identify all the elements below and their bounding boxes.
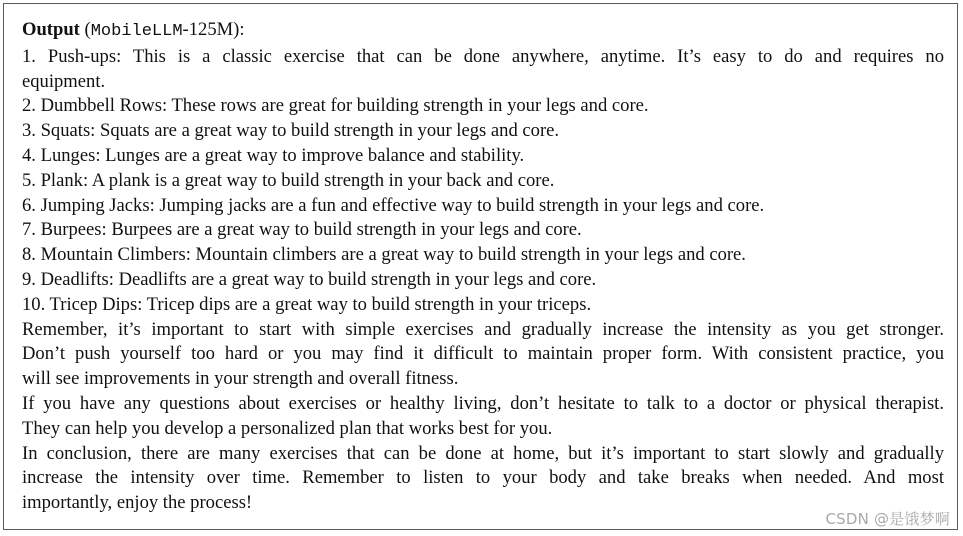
list-item-7: 7. Burpees: Burpees are a great way to build strength in your legs and core. xyxy=(22,219,582,241)
paragraph-questions-line-1: If you have any questions about exercises or healthy living, don’t hesitate to talk to a doctor or physical therapist. xyxy=(22,392,944,414)
paragraph-conclusion-line-2: increase the intensity over time. Remember to listen to your body and take breaks when needed. And most xyxy=(22,467,944,489)
list-item-5: 5. Plank: A plank is a great way to build strength in your back and core. xyxy=(22,169,555,191)
list-item-9: 9. Deadlifts: Deadlifts are a great way to build strength in your legs and core. xyxy=(22,268,597,290)
header-open-paren: ( xyxy=(79,19,91,40)
paragraph-conclusion-line-1: In conclusion, there are many exercises that can be done at home, but it’s important to start slowly and gradually xyxy=(22,442,944,464)
output-header xyxy=(22,18,944,45)
list-item-1: 1. Push-ups: This is a classic exercise that can be done anywhere, anytime. It’s easy to do and requires no xyxy=(22,45,944,67)
list-item-8: 8. Mountain Climbers: Mountain climbers are a great way to build strength in your legs and core. xyxy=(22,244,746,266)
model-name: MobileLLM xyxy=(90,22,183,41)
list-item-1-continuation: equipment. xyxy=(22,70,106,92)
paragraph-remember-line-1: Remember, it’s important to start with simple exercises and gradually increase the intensity as you get stronger. xyxy=(22,318,944,340)
list-item-6: 6. Jumping Jacks: Jumping jacks are a fun and effective way to build strength in your legs and core. xyxy=(22,194,765,216)
list-item-2: 2. Dumbbell Rows: These rows are great for building strength in your legs and core. xyxy=(22,95,649,117)
list-item-4: 4. Lunges: Lunges are a great way to improve balance and stability. xyxy=(22,144,525,166)
paragraph-questions-line-2: They can help you develop a personalized plan that works best for you. xyxy=(22,417,553,439)
paragraph-conclusion-line-3: importantly, enjoy the process! xyxy=(22,492,253,514)
model-size: -125M): xyxy=(182,19,245,40)
paragraph-remember-line-2: Don’t push yourself too hard or you may find it difficult to maintain proper form. With consistent practice, you xyxy=(22,343,944,365)
list-item-10: 10. Tricep Dips: Tricep dips are a great way to build strength in your triceps. xyxy=(22,293,592,315)
list-item-3: 3. Squats: Squats are a great way to build strength in your legs and core. xyxy=(22,120,560,142)
paragraph-remember-line-3: will see improvements in your strength and overall fitness. xyxy=(22,368,459,390)
watermark: CSDN @是饿梦啊 xyxy=(825,510,950,528)
output-text xyxy=(22,18,944,516)
output-label: Output xyxy=(22,19,80,40)
